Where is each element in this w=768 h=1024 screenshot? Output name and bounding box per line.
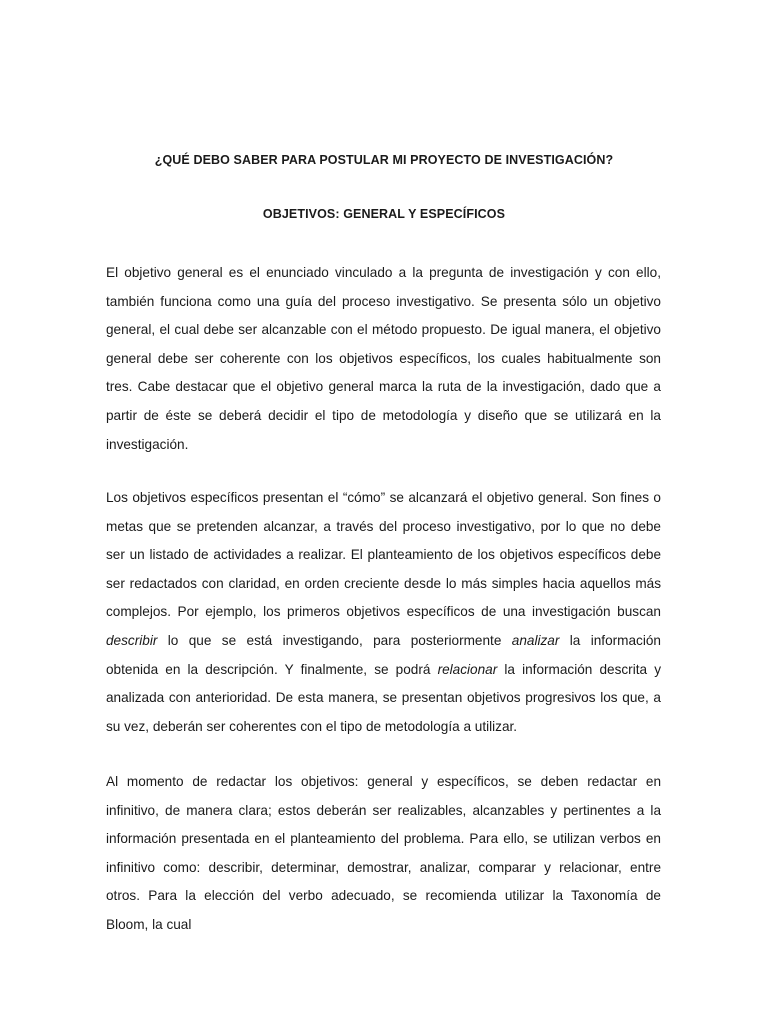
emphasis-describir: describir — [106, 632, 158, 648]
text-line: ser redactados con claridad, en orden creciente desde lo más simples hacia aquellos más — [106, 575, 661, 591]
text-line: infinitivo, de manera clara; estos deberán ser realizables, alcanzables y pertinentes a la — [106, 802, 661, 818]
emphasis-analizar: analizar — [511, 632, 560, 648]
text-line — [106, 656, 661, 685]
text-line: Bloom, la cual — [106, 916, 192, 932]
text-segment: obtenida en la descripción. Y finalmente, se podrá — [106, 661, 438, 677]
text-line: Los objetivos específicos presentan el “cómo” se alcanzará el objetivo general. Son fines o — [106, 490, 661, 505]
text-line: otros. Para la elección del verbo adecuado, se recomienda utilizar la Taxonomía de — [106, 888, 661, 904]
emphasis-relacionar: relacionar — [437, 661, 498, 677]
paragraph-writing-objectives — [106, 768, 661, 940]
text-line: complejos. Por ejemplo, los primeros objetivos específicos de una investigación buscan — [106, 604, 661, 620]
text-line: El objetivo general es el enunciado vinculado a la pregunta de investigación y con ello, — [106, 265, 661, 280]
document-title: ¿QUÉ DEBO SABER PARA POSTULAR MI PROYECTO DE INVESTIGACIÓN? — [154, 153, 614, 167]
text-line: general, el cual debe ser alcanzable con el método propuesto. De igual manera, el objetivo — [106, 322, 661, 338]
text-line: también funciona como una guía del proceso investigativo. Se presenta sólo un objetivo — [106, 293, 661, 309]
text-line: tres. Cabe destacar que el objetivo general marca la ruta de la investigación, dado que a — [106, 379, 661, 395]
text-line: partir de éste se deberá decidir el tipo de metodología y diseño que se utilizará en la — [106, 407, 661, 423]
text-line: ser un listado de actividades a realizar. El planteamiento de los objetivos específicos debe — [106, 547, 661, 563]
text-line: general debe ser coherente con los objetivos específicos, los cuales habitualmente son — [106, 350, 661, 366]
text-line: su vez, deberán ser coherentes con el tipo de metodología a utilizar. — [106, 718, 518, 734]
text-line: metas que se pretenden alcanzar, a través del proceso investigativo, por lo que no debe — [106, 518, 661, 534]
text-segment: lo que se está investigando, para posteriormente — [157, 632, 512, 648]
text-line: infinitivo como: describir, determinar, demostrar, analizar, comparar y relacionar, entre — [106, 859, 661, 875]
paragraph-general-objective — [106, 259, 661, 459]
text-segment: la información — [559, 632, 661, 648]
text-line: analizada con anterioridad. De esta manera, se presentan objetivos progresivos los que, a — [106, 690, 661, 706]
text-line: investigación. — [106, 436, 189, 452]
section-heading: OBJETIVOS: GENERAL Y ESPECÍFICOS — [262, 207, 506, 221]
text-segment: la información descrita y — [497, 661, 661, 677]
text-line: Al momento de redactar los objetivos: general y específicos, se deben redactar en — [106, 774, 661, 789]
paragraph-specific-objectives — [106, 484, 661, 741]
text-line: información presentada en el planteamiento del problema. Para ello, se utilizan verbos en — [106, 831, 661, 847]
text-line — [106, 627, 661, 656]
